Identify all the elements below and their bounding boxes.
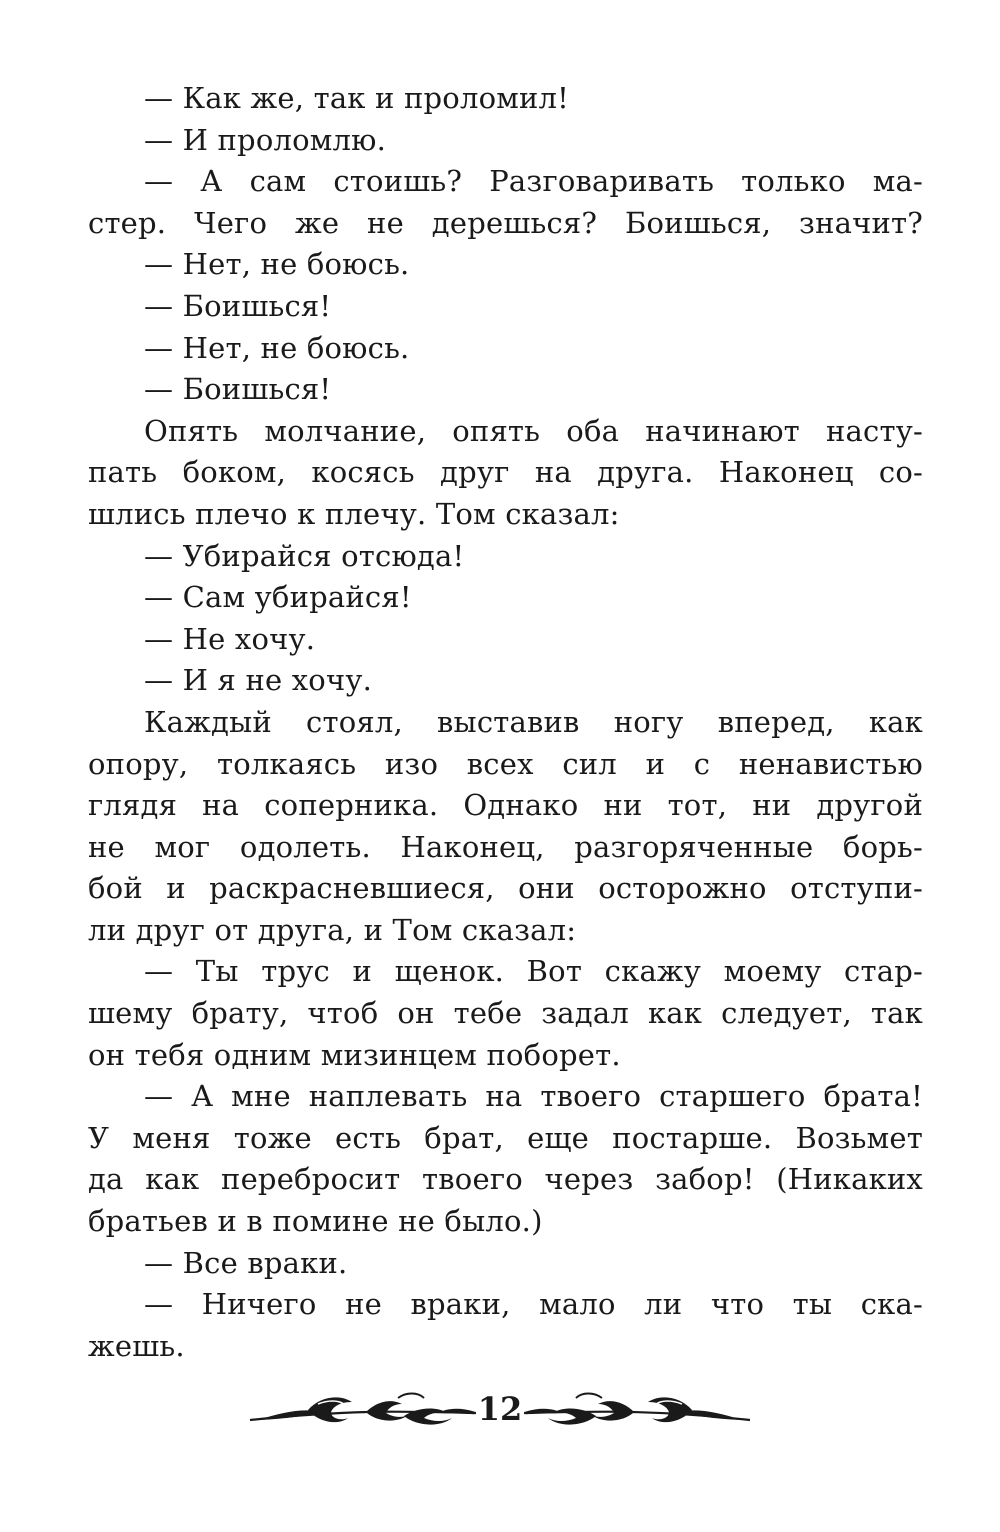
text-line: опору, толкаясь изо всех сил и с ненавистью xyxy=(88,746,923,781)
text-line: — Боишься! xyxy=(144,288,332,323)
text-line: ли друг от друга, и Том сказал: xyxy=(88,912,577,947)
text-line: Каждый стоял, выставив ногу вперед, как xyxy=(144,704,923,739)
flourish-right-icon xyxy=(522,1382,752,1436)
text-line: — Боишься! xyxy=(144,372,332,407)
text-line: бой и раскрасневшиеся, они осторожно отступи- xyxy=(88,871,923,906)
text-line: — Ничего не враки, мало ли что ты ска- xyxy=(144,1287,923,1322)
text-line: жешь. xyxy=(88,1328,185,1363)
text-line: — Сам убирайся! xyxy=(144,580,412,615)
text-line: шему брату, чтоб он тебе задал как следует, так xyxy=(88,996,923,1031)
text-line: — Не хочу. xyxy=(144,621,316,656)
text-line: не мог одолеть. Наконец, разгоряченные борь- xyxy=(88,829,923,864)
text-line: — Убирайся отсюда! xyxy=(144,538,465,573)
text-line: Опять молчание, опять оба начинают насту- xyxy=(144,413,923,448)
text-line: пать боком, косясь друг на друга. Наконец со- xyxy=(88,455,923,490)
text-line: — Как же, так и проломил! xyxy=(144,81,569,115)
text-line: — Нет, не боюсь. xyxy=(144,330,410,365)
flourish-left-icon xyxy=(248,1382,478,1436)
text-line: братьев и в помине не было.) xyxy=(88,1204,543,1239)
page-body-text xyxy=(88,78,923,1367)
text-line: У меня тоже есть брат, еще постарше. Возьмет xyxy=(88,1120,923,1155)
text-line: он тебя одним мизинцем поборет. xyxy=(88,1037,621,1072)
text-line: — А мне наплевать на твоего старшего брата! xyxy=(144,1079,923,1114)
text-line: — Нет, не боюсь. xyxy=(144,247,410,282)
text-line: шлись плечо к плечу. Том сказал: xyxy=(88,496,620,531)
text-line: — И проломлю. xyxy=(144,122,387,157)
text-line: стер. Чего же не дерешься? Боишься, значит? xyxy=(88,205,923,240)
text-line: — А сам стоишь? Разговаривать только ма- xyxy=(144,164,923,199)
text-line: — Ты трус и щенок. Вот скажу моему стар- xyxy=(144,954,923,989)
text-line: — И я не хочу. xyxy=(144,663,373,698)
page-footer xyxy=(0,1382,1000,1442)
text-line: — Все враки. xyxy=(144,1245,348,1280)
page-number: 12 xyxy=(477,1390,523,1428)
text-line: глядя на соперника. Однако ни тот, ни другой xyxy=(88,788,923,823)
text-line: да как перебросит твоего через забор! (Никаких xyxy=(88,1162,923,1197)
